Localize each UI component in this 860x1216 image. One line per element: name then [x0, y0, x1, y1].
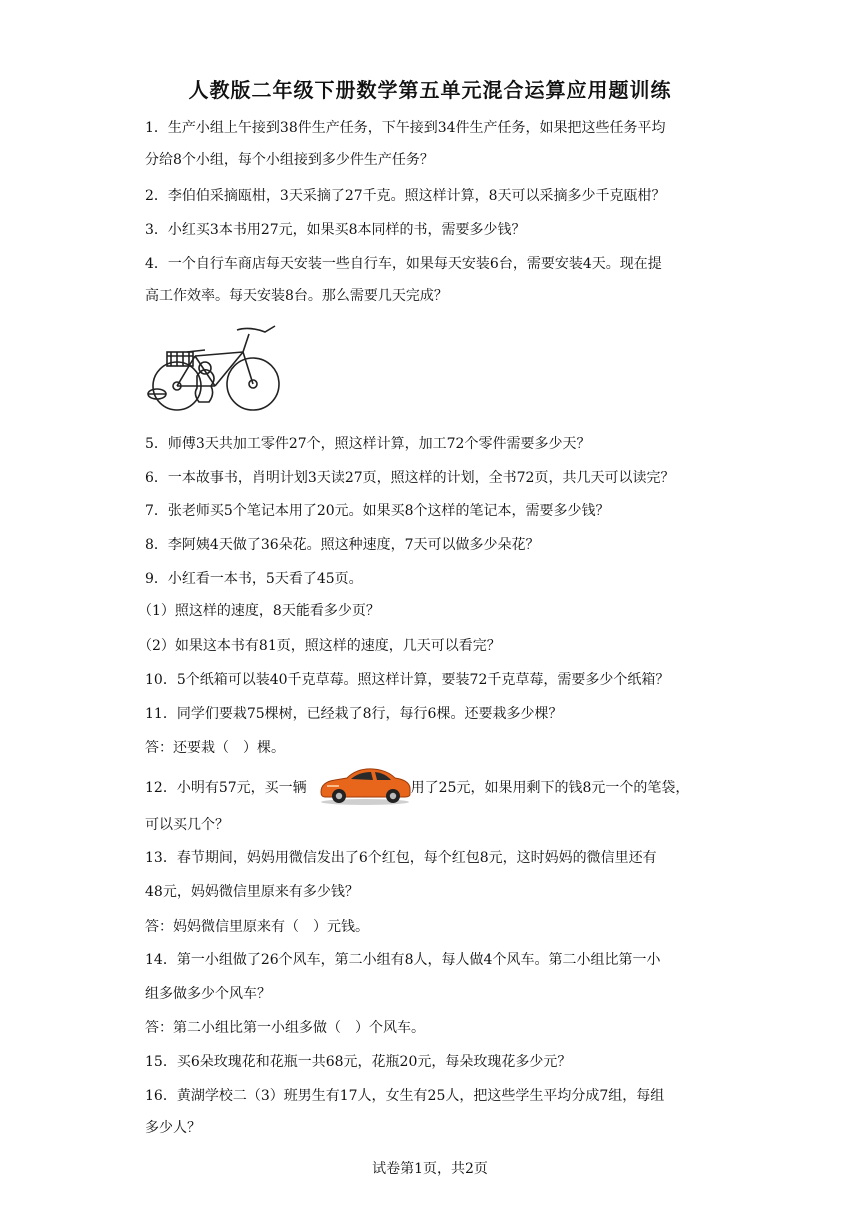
question-13-line-1: 13．春节期间，妈妈用微信发出了6个红包，每个红包8元，这时妈妈的微信里还有: [145, 850, 657, 866]
question-3: 3．小红买3本书用27元，如果买8本同样的书，需要多少钱？: [145, 222, 526, 238]
question-10: 10．5个纸箱可以装40千克草莓。照这样计算，要装72千克草莓，需要多少个纸箱？: [145, 672, 670, 688]
question-2: 2．李伯伯采摘瓯柑，3天采摘了27千克。照这样计算，8天可以采摘多少千克瓯柑？: [145, 188, 666, 204]
bicycle-illustration: [145, 322, 283, 416]
question-16-line-1: 16．黄湖学校二（3）班男生有17人，女生有25人，把这些学生平均分成7组，每组: [145, 1088, 665, 1104]
question-15: 15．买6朵玫瑰花和花瓶一共68元，花瓶20元，每朵玫瑰花多少元？: [145, 1054, 572, 1070]
question-4-line-1: 4．一个自行车商店每天安装一些自行车，如果每天安装6台，需要安装4天。现在提: [145, 256, 662, 272]
question-1-line-2: 分给8个小组，每个小组接到多少件生产任务？: [145, 152, 434, 168]
question-6: 6．一本故事书，肖明计划3天读27页，照这样的计划，全书72页，共几天可以读完？: [145, 470, 675, 486]
question-9: 9．小红看一本书，5天看了45页。: [145, 571, 363, 587]
question-13-line-2: 48元，妈妈微信里原来有多少钱？: [145, 884, 359, 900]
question-5: 5．师傅3天共加工零件27个，照这样计算，加工72个零件需要多少天？: [145, 436, 591, 452]
question-14-line-1: 14．第一小组做了26个风车，第二小组有8人，每人做4个风车。第二小组比第一小: [145, 952, 661, 968]
question-12-line-2: 可以买几个？: [145, 817, 229, 833]
question-12-before: 12．小明有57元，买一辆: [145, 780, 307, 796]
page-title: 人教版二年级下册数学第五单元混合运算应用题训练: [188, 78, 672, 102]
page-footer: 试卷第1页，共2页: [372, 1161, 488, 1177]
answer-14: 答：第二小组比第一小组多做（ ）个风车。: [145, 1020, 425, 1036]
question-12-line-1: [145, 778, 689, 798]
question-12-after: 用了25元，如果用剩下的钱8元一个的笔袋，: [410, 780, 690, 796]
question-1-line-1: 1．生产小组上午接到38件生产任务，下午接到34件生产任务，如果把这些任务平均: [145, 120, 666, 136]
answer-13: 答：妈妈微信里原来有（ ）元钱。: [145, 919, 369, 935]
question-8: 8．李阿姨4天做了36朵花。照这种速度，7天可以做多少朵花？: [145, 537, 540, 553]
car-illustration: [317, 764, 413, 806]
answer-11: 答：还要栽（ ）棵。: [145, 740, 285, 756]
question-9-part-2: （2）如果这本书有81页，照这样的速度，几天可以看完？: [138, 638, 501, 654]
question-7: 7．张老师买5个笔记本用了20元。如果买8个这样的笔记本，需要多少钱？: [145, 503, 610, 519]
question-4-line-2: 高工作效率。每天安装8台。那么需要几天完成？: [145, 288, 448, 304]
question-11: 11．同学们要栽75棵树，已经栽了8行，每行6棵。还要栽多少棵？: [145, 706, 563, 722]
question-14-line-2: 组多做多少个风车？: [145, 986, 271, 1002]
question-9-part-1: （1）照这样的速度，8天能看多少页？: [138, 603, 380, 619]
question-16-line-2: 多少人？: [145, 1120, 201, 1136]
